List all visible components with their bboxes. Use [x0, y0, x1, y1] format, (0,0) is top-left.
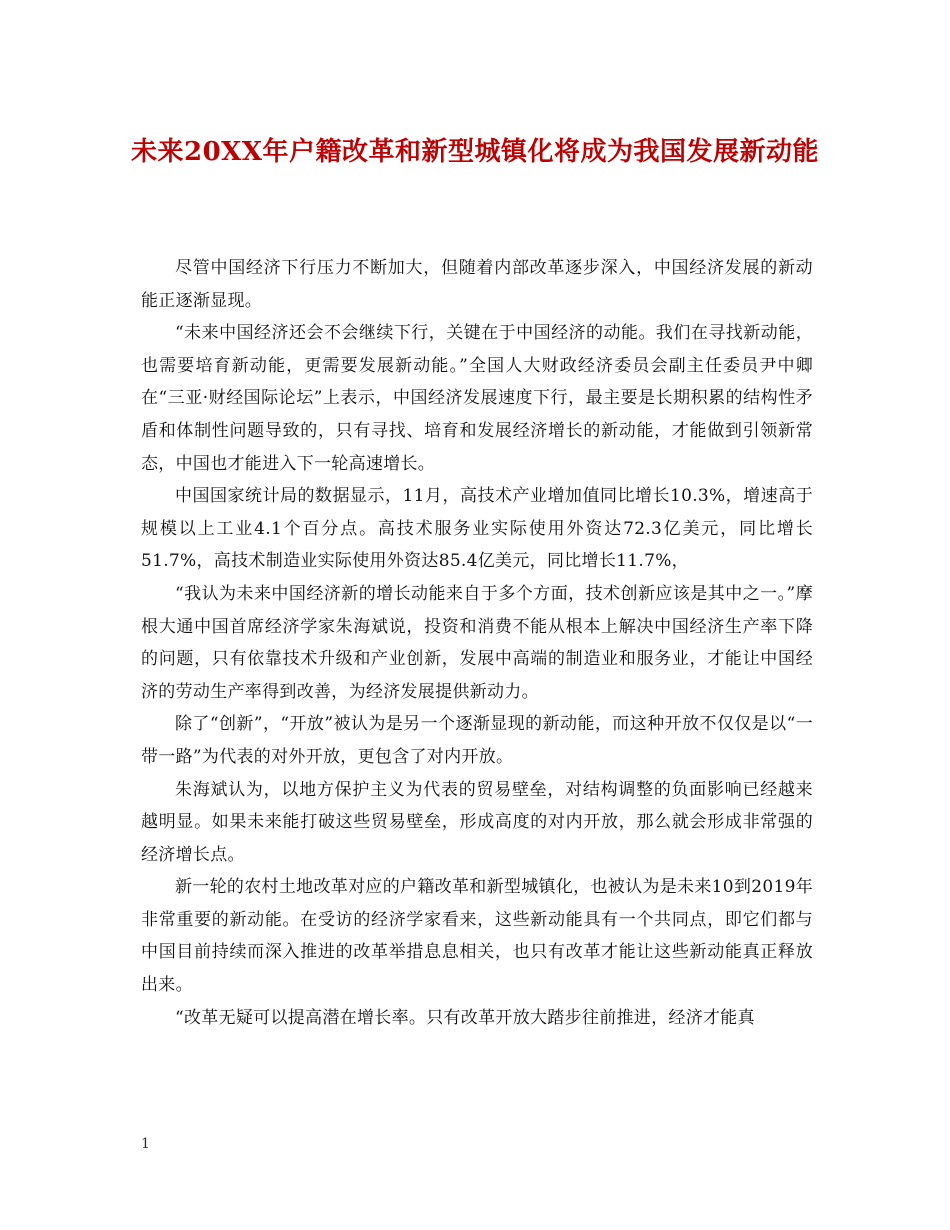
paragraph: 除了“创新”，“开放”被认为是另一个逐渐显现的新动能，而这种开放不仅仅是以“一带一路”为代表的对外开放，更包含了对内开放。 [141, 714, 813, 767]
paragraph: “未来中国经济还会不会继续下行，关键在于中国经济的动能。我们在寻找新动能，也需要培育新动能，更需要发展新动能。”全国人大财政经济委员会副主任委员尹中卿在“三亚·财经国际论坛”上表示，中国经济发展速度下行，最主要是长期积累的结构性矛盾和体制性问题导致的，只有寻找、培育和发展经济增长的新动能，才能做到引领新常态，中国也才能进入下一轮高速增长。 [141, 323, 813, 474]
page-number: 1 [141, 1136, 150, 1152]
document-title: 未来20XX年户籍改革和新型城镇化将成为我国发展新动能 [130, 137, 820, 167]
paragraph: 尽管中国经济下行压力不断加大，但随着内部改革逐步深入，中国经济发展的新动能正逐渐显现。 [141, 258, 813, 311]
paragraph: 朱海斌认为，以地方保护主义为代表的贸易壁垒，对结构调整的负面影响已经越来越明显。如果未来能打破这些贸易壁垒，形成高度的对内开放，那么就会形成非常强的经济增长点。 [141, 779, 813, 865]
paragraph: “我认为未来中国经济新的增长动能来自于多个方面，技术创新应该是其中之一。”摩根大通中国首席经济学家朱海斌说，投资和消费不能从根本上解决中国经济生产率下降的问题，只有依靠技术升级和产业创新，发展中高端的制造业和服务业，才能让中国经济的劳动生产率得到改善，为经济发展提供新动力。 [141, 583, 813, 702]
paragraph: 中国国家统计局的数据显示，11月，高技术产业增加值同比增长10.3%，增速高于规模以上工业4.1个百分点。高技术服务业实际使用外资达72.3亿美元，同比增长51.7%，高技术制造业实际使用外资达85.4亿美元，同比增长11.7%， [141, 486, 813, 572]
paragraph: “改革无疑可以提高潜在增长率。只有改革开放大踏步往前推进，经济才能真 [175, 1007, 755, 1028]
paragraph: 新一轮的农村土地改革对应的户籍改革和新型城镇化，也被认为是未来10到2019年非常重要的新动能。在受访的经济学家看来，这些新动能具有一个共同点，即它们都与中国目前持续而深入推进的改革举措息息相关，也只有改革才能让这些新动能真正释放出来。 [141, 877, 813, 996]
document-body [141, 252, 813, 1034]
